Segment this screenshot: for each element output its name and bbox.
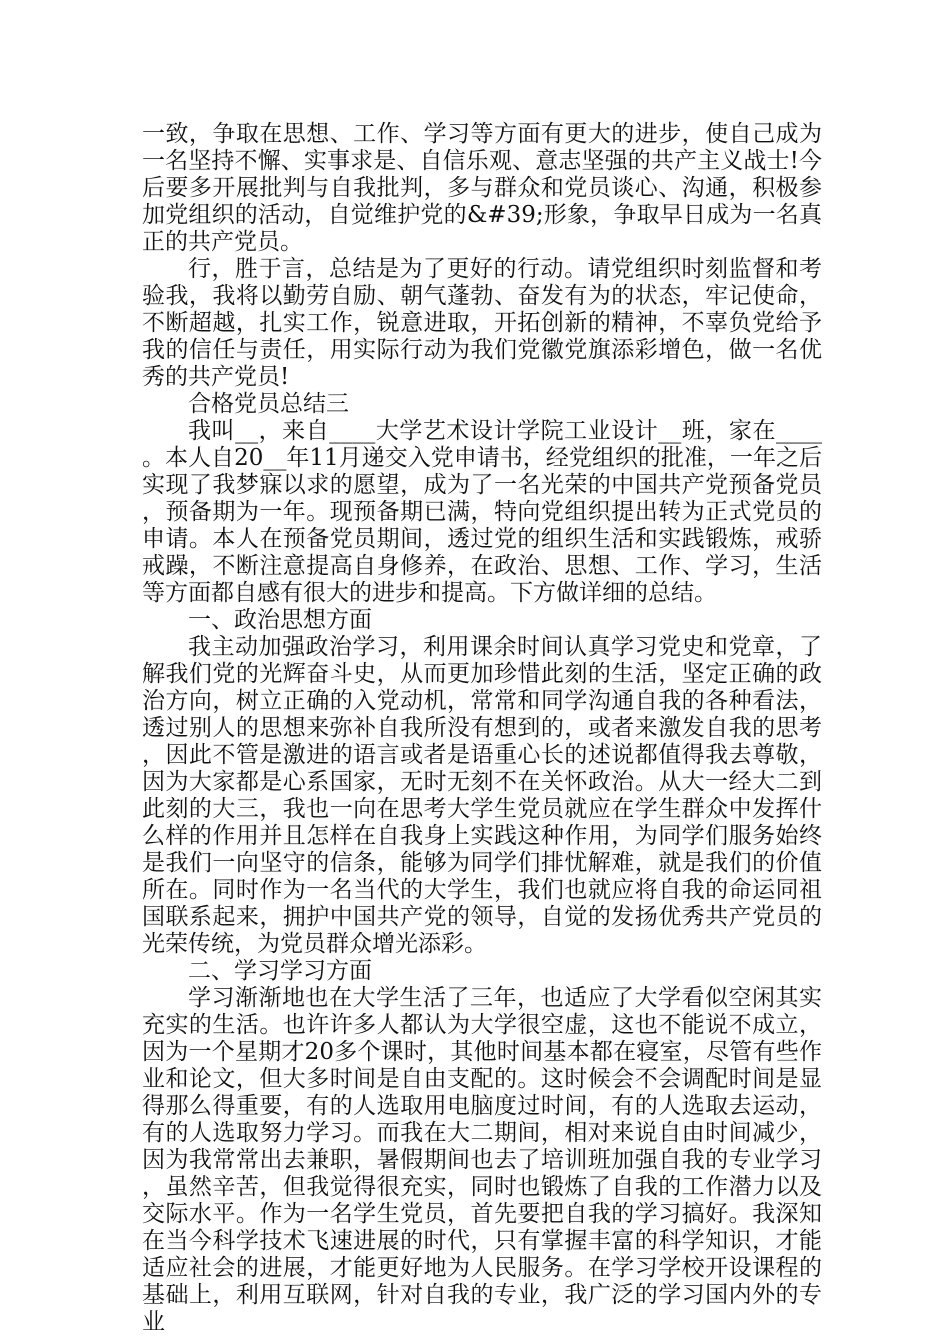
paragraph-self-introduction: 我叫__，来自____大学艺术设计学院工业设计__班，家在____。本人自20__年11月递交入党申请书，经党组织的批准，一年之后实现了我梦寐以求的愿望，成为了一名光荣的中国共产党预备党员，预备期为一年。现预备期已满，特向党组织提出转为正式党员的申请。本人在预备党员期间，透过党的组织生活和实践锻炼，戒骄戒躁，不断注意提高自身修养，在政治、思想、工作、学习，生活等方面都自感有很大的进步和提高。下方做详细的总结。 <box>142 418 822 606</box>
paragraph-study: 学习渐渐地也在大学生活了三年，也适应了大学看似空闲其实充实的生活。也许许多人都认为大学很空虚，这也不能说不成立，因为一个星期才20多个课时，其他时间基本都在寝室，尽管有些作业和论文，但大多时间是自由支配的。这时候会不会调配时间是显得那么得重要，有的人选取用电脑度过时间，有的人选取去运动，有的人选取努力学习。而我在大二期间，相对来说自由时间减少，因为我常常出去兼职，暑假期间也去了培训班加强自我的专业学习，虽然辛苦，但我觉得很充实，同时也锻炼了自我的工作潜力以及交际水平。作为一名学生党员，首先要把自我的学习搞好。我深知在当今科学技术飞速进展的时代，只有掌握丰富的科学知识，才能适应社会的进展，才能更好地为人民服务。在学习学校开设课程的基础上，利用互联网，针对自我的专业，我广泛的学习国内外的专业 <box>142 985 822 1335</box>
paragraph-action-pledge: 行，胜于言，总结是为了更好的行动。请党组织时刻监督和考验我，我将以勤劳自励、朝气蓬勃、奋发有为的状态，牢记使命，不断超越，扎实工作，锐意进取，开拓创新的精神，不辜负党给予我的信任与责任，用实际行动为我们党徽党旗添彩增色，做一名优秀的共产党员! <box>142 256 822 390</box>
section-title-summary-three: 合格党员总结三 <box>188 391 349 417</box>
paragraph-political-thought: 我主动加强政治学习，利用课余时间认真学习党史和党章，了解我们党的光辉奋斗史，从而更加珍惜此刻的生活，坚定正确的政治方向，树立正确的入党动机，常常和同学沟通自我的各种看法，透过别人的思想来弥补自我所没有想到的，或者来激发自我的思考，因此不管是激进的语言或者是语重心长的述说都值得我去尊敬，因为大家都是心系国家，无时无刻不在关怀政治。从大一经大二到此刻的大三，我也一向在思考大学生党员就应在学生群众中发挥什么样的作用并且怎样在自我身上实践这种作用，为同学们服务始终是我们一向坚守的信条，能够为同学们排忧解难，就是我们的价值所在。同时作为一名当代的大学生，我们也就应将自我的命运同祖国联系起来，拥护中国共产党的领导，自觉的发扬优秀共产党员的光荣传统，为党员群众增光添彩。 <box>142 634 822 957</box>
paragraph-intro-closing: 一致，争取在思想、工作、学习等方面有更大的进步，使自己成为一名坚持不懈、实事求是、自信乐观、意志坚强的共产主义战士!今后要多开展批判与自我批判，多与群众和党员谈心、沟通，积极参加党组织的活动，自觉维护党的&#39;形象，争取早日成为一名真正的共产党员。 <box>142 121 822 255</box>
section-heading-political-thought: 一、政治思想方面 <box>188 607 372 633</box>
document-page <box>142 121 822 1336</box>
section-heading-study: 二、学习学习方面 <box>188 958 372 984</box>
